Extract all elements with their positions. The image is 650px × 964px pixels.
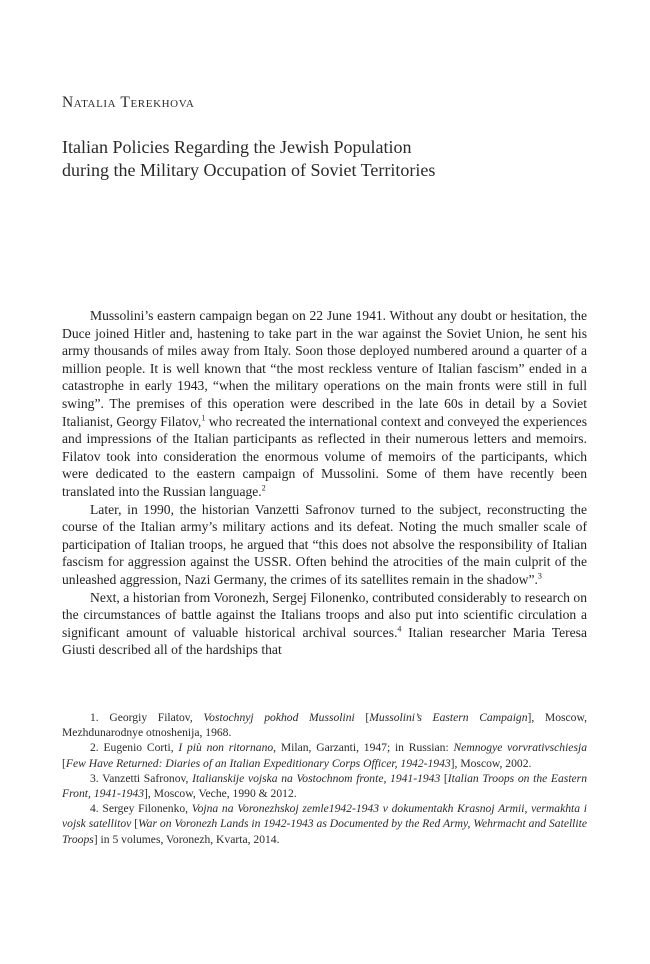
footnote-3-translation: Italian Troops on the Eastern Front, 1941-1943 <box>62 771 587 801</box>
footnote-ref-4[interactable]: 4 <box>397 624 402 634</box>
body-text <box>62 307 587 659</box>
footnote-1 <box>62 710 587 740</box>
paragraph-1 <box>62 307 587 501</box>
footnotes <box>62 710 587 847</box>
footnote-4-title: Vojna na Voronezhskoj zemle1942-1943 v dokumentakh Krasnoj Armii, vermakhta i vojsk satellitov <box>62 802 587 831</box>
footnote-3 <box>62 771 587 801</box>
footnote-4-sep: [ <box>131 817 139 831</box>
footnote-1-sep: [ <box>354 711 370 724</box>
footnote-3-lead: 3. Vanzetti Safronov, <box>90 771 193 785</box>
footnote-2 <box>62 740 587 770</box>
title-line-1: Italian Policies Regarding the Jewish Population <box>62 137 412 157</box>
footnote-1-title: Vostochnyj pokhod Mussolini <box>203 711 355 724</box>
paragraph-1-text-a: Mussolini’s eastern campaign began on 22 June 1941. Without any doubt or hesitation, the Duce joined Hitler and, hastening to take part in the war against the Soviet Union, he sent his army thousands of miles away from Italy. Soon those deployed numbered around a quarter of a million people. It is well known that “the most reckless venture of Italian fascism” ended in a catastrophe in early 1943, “when the military operations on the main fronts were still in full swing”. The premises of this operation were described in the late 60s in detail by a Soviet Italianist, Georgy Filatov, <box>62 308 587 429</box>
footnote-4-end: ] in 5 volumes, Voronezh, Kvarta, 2014. <box>93 832 280 846</box>
footnote-ref-1[interactable]: 1 <box>201 413 206 423</box>
paragraph-3 <box>62 589 587 659</box>
title-line-2: during the Military Occupation of Soviet Territories <box>62 160 436 180</box>
footnote-3-sep: [ <box>440 771 448 785</box>
article-title <box>62 136 582 182</box>
footnote-ref-2[interactable]: 2 <box>261 483 266 493</box>
footnote-3-end: ], Moscow, Veche, 1990 & 2012. <box>144 787 297 801</box>
footnote-2-title: I più non ritornano <box>178 741 274 755</box>
footnote-2-mid: , Milan, Garzanti, 1947; in Russian: <box>273 741 454 755</box>
footnote-2-sep: [ <box>62 756 66 770</box>
footnote-4-lead: 4. Sergey Filonenko, <box>90 802 192 816</box>
paragraph-2-text: Later, in 1990, the historian Vanzetti Safronov turned to the subject, reconstructing the course of the Italian army’s military actions and its defeat. Noting the much smaller scale of participation of Italian troops, he argued that “this does not absolve the responsibility of Italian fascism for aggression against the USSR. Often behind the atrocities of the main culprit of the unleashed aggression, Nazi Germany, the crimes of its satellites remain in the shadow”. <box>62 501 587 587</box>
footnote-1-translation: Mussolini’s Eastern Campaign <box>369 711 528 724</box>
footnote-2-russian-title: Nemnogye vorvrativschiesja <box>453 741 587 755</box>
footnote-4 <box>62 801 587 847</box>
footnote-3-title: Italianskije vojska na Vostochnom fronte, 1941-1943 <box>192 771 441 785</box>
footnote-2-lead: 2. Eugenio Corti, <box>90 741 179 755</box>
paragraph-2 <box>62 501 587 589</box>
footnote-2-translation: Few Have Returned: Diaries of an Italian Expeditionary Corps Officer, 1942-1943 <box>65 756 451 770</box>
footnote-1-end: ], Moscow, Mezhdunarodnye otnoshenija, 1968. <box>62 711 587 740</box>
paragraph-1-text-b: who recreated the international context and conveyed the experiences and impressions of the Italian participants as reflected in their numerous letters and memoirs. Filatov took into consideration the enormous volume of memoirs of the participants, which were dedicated to the eastern campaign of Mussolini. Some of them have recently been translated into the Russian language. <box>62 413 587 499</box>
paragraph-3-text-b: Italian researcher Maria Teresa Giusti described all of the hardships that <box>62 624 587 658</box>
paragraph-3-text-a: Next, a historian from Voronezh, Sergej Filonenko, contributed considerably to research on the circumstances of battle against the Italians troops and also put into scientific circulation a significant amount of valuable historical archival sources. <box>62 589 587 640</box>
footnote-2-end: ], Moscow, 2002. <box>450 756 532 770</box>
footnote-ref-3[interactable]: 3 <box>537 571 542 581</box>
author-name: Natalia Terekhova <box>62 94 195 111</box>
footnote-4-translation: War on Voronezh Lands in 1942-1943 as Documented by the Red Army, Wehrmacht and Satellite Troops <box>62 817 587 846</box>
footnote-1-lead: 1. Georgiy Filatov, <box>90 711 204 724</box>
